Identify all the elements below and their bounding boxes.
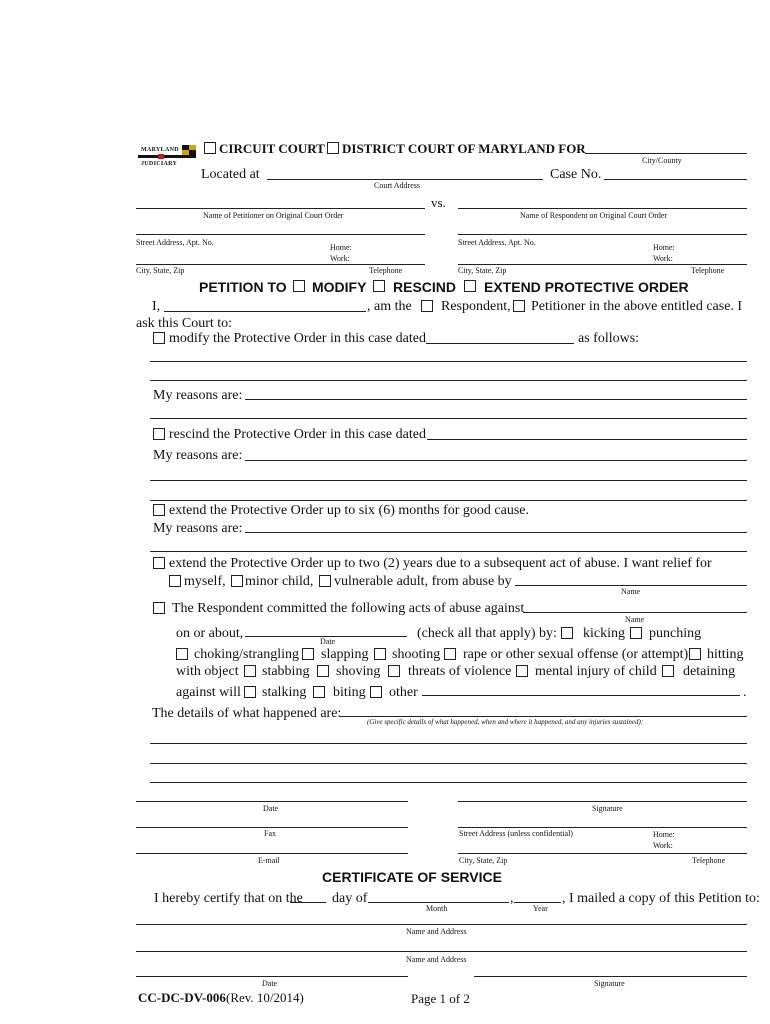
biting-label: biting <box>333 685 366 700</box>
day-of-label: day of <box>332 891 368 906</box>
located-at-label: Located at <box>201 167 260 182</box>
i-label: I, <box>152 299 161 314</box>
petitioner-name-caption: Name of Petitioner on Original Court Order <box>203 211 344 220</box>
form-id: CC-DC-DV-006 <box>138 990 226 1005</box>
myself-label: myself, <box>184 574 226 589</box>
certify-comma: , <box>510 891 514 906</box>
other-label: other <box>389 685 418 700</box>
maryland-judiciary-logo <box>138 145 200 171</box>
modify-detail-line-1[interactable] <box>150 361 747 362</box>
punching-label: punching <box>649 626 702 641</box>
petitioner-street-field[interactable] <box>136 234 425 235</box>
signature-caption: Signature <box>592 804 623 813</box>
victim-name-field[interactable] <box>523 612 747 613</box>
stabbing-label: stabbing <box>262 664 310 679</box>
petition-title-rescind: RESCIND <box>393 279 457 295</box>
other-period: . <box>743 685 747 700</box>
other-checkbox[interactable] <box>370 686 382 698</box>
threats-checkbox[interactable] <box>388 665 400 677</box>
stalking-label: stalking <box>262 685 307 700</box>
as-follows-label: as follows: <box>578 331 640 346</box>
check-all-label: (check all that apply) by: <box>417 626 557 641</box>
vulnerable-adult-label: vulnerable adult, from abuse by <box>334 574 512 589</box>
choking-label: choking/strangling <box>194 647 299 662</box>
city-caption: City, State, Zip <box>459 856 508 865</box>
year-caption: Year <box>533 904 548 913</box>
other-field[interactable] <box>422 695 740 696</box>
minor-child-checkbox[interactable] <box>231 575 243 587</box>
fax-caption: Fax <box>264 829 276 838</box>
extend-six-months-label: extend the Protective Order up to six (6) months for good cause. <box>169 503 530 518</box>
court-address-field[interactable] <box>267 179 543 180</box>
rescind-option-checkbox[interactable] <box>153 428 165 440</box>
date-caption: Date <box>263 804 279 813</box>
modify-order-label: modify the Protective Order in this case dated <box>169 331 426 346</box>
rescind-title-checkbox[interactable] <box>373 280 385 292</box>
shooting-checkbox[interactable] <box>374 648 386 660</box>
certify-year-field[interactable] <box>514 902 561 903</box>
logo-line-1: MARYLAND <box>141 147 179 153</box>
form-revision: (Rev. 10/2014) <box>226 990 304 1005</box>
rescind-reasons-line-1[interactable] <box>245 460 747 461</box>
against-will-label: against will <box>176 685 241 700</box>
extend-six-reasons-line-2[interactable] <box>150 551 747 552</box>
choking-checkbox[interactable] <box>176 648 188 660</box>
page-number: Page 1 of 2 <box>411 991 470 1006</box>
certificate-title: CERTIFICATE OF SERVICE <box>322 869 502 885</box>
modify-detail-line-2[interactable] <box>150 380 747 381</box>
kicking-label: kicking <box>583 626 625 641</box>
respondent-role-label: Respondent, <box>441 299 511 314</box>
street-caption: Street Address (unless confidential) <box>459 829 573 838</box>
with-object-label: with object <box>176 664 239 679</box>
am-the-label: , am the <box>367 299 412 314</box>
rescind-order-label: rescind the Protective Order in this case dated <box>169 427 426 442</box>
extend-title-checkbox[interactable] <box>464 280 476 292</box>
modify-reasons-line-1[interactable] <box>245 399 747 400</box>
email-caption: E-mail <box>258 856 280 865</box>
mental-injury-checkbox[interactable] <box>516 665 528 677</box>
rape-checkbox[interactable] <box>444 648 456 660</box>
district-court-checkbox[interactable] <box>327 142 339 154</box>
punching-checkbox[interactable] <box>630 627 642 639</box>
certify-month-field[interactable] <box>368 902 509 903</box>
city-county-caption: City/County <box>642 156 682 165</box>
name-address-caption-2: Name and Address <box>406 955 467 964</box>
signature-field[interactable] <box>458 801 747 802</box>
petitioner-city-field[interactable] <box>136 264 425 265</box>
victim-name-caption: Name <box>625 615 645 624</box>
fax-field[interactable] <box>136 827 408 828</box>
detaining-label: detaining <box>683 664 736 679</box>
rescind-date-field[interactable] <box>427 439 747 440</box>
home-label: Home: <box>653 830 675 839</box>
certificate-signature-caption: Signature <box>594 979 625 988</box>
work-label: Work: <box>653 841 673 850</box>
petitioner-role-label: Petitioner in the above entitled case. I <box>531 299 743 314</box>
petitioner-name-field[interactable] <box>136 208 425 209</box>
minor-child-label: minor child, <box>245 574 314 589</box>
telephone-caption: Telephone <box>692 856 726 865</box>
abuser-name-field[interactable] <box>515 585 747 586</box>
threats-label: threats of violence <box>408 664 512 679</box>
respondent-committed-label: The Respondent committed the following acts of abuse against <box>172 601 525 616</box>
extend-two-years-label: extend the Protective Order up to two (2) years due to a subsequent act of abuse. I want relief for <box>169 556 712 571</box>
extend-six-reasons-line-1[interactable] <box>245 532 747 533</box>
details-line-3[interactable] <box>150 763 747 764</box>
petitioner-home-label: Home: <box>330 243 352 252</box>
vs-label: vs. <box>431 195 446 210</box>
abuser-name-caption: Name <box>621 587 641 596</box>
hitting-label: hitting <box>707 647 744 662</box>
stabbing-checkbox[interactable] <box>244 665 256 677</box>
myself-checkbox[interactable] <box>169 575 181 587</box>
case-no-field[interactable] <box>604 179 747 180</box>
petitioner-role-checkbox[interactable] <box>513 300 525 312</box>
slapping-label: slapping <box>321 647 369 662</box>
certify-day-field[interactable] <box>290 902 326 903</box>
petitioner-work-label: Work: <box>330 254 350 263</box>
shoving-checkbox[interactable] <box>317 665 329 677</box>
circuit-court-checkbox[interactable] <box>204 142 216 154</box>
details-line-4[interactable] <box>150 782 747 783</box>
petitioner-self-name-field[interactable] <box>164 311 366 312</box>
modify-reasons-label: My reasons are: <box>153 388 243 403</box>
district-court-label: DISTRICT COURT OF MARYLAND FOR <box>342 141 586 156</box>
rescind-reasons-label: My reasons are: <box>153 448 243 463</box>
detaining-checkbox[interactable] <box>662 665 674 677</box>
modify-title-checkbox[interactable] <box>293 280 305 292</box>
respondent-city-caption: City, State, Zip <box>458 266 507 275</box>
petitioner-city-caption: City, State, Zip <box>136 266 185 275</box>
respondent-name-field[interactable] <box>458 208 747 209</box>
shooting-label: shooting <box>392 647 441 662</box>
email-field[interactable] <box>136 853 408 854</box>
shoving-label: shoving <box>336 664 381 679</box>
respondent-city-field[interactable] <box>458 264 747 265</box>
rape-label: rape or other sexual offense (or attempt) <box>463 647 689 662</box>
respondent-committed-checkbox[interactable] <box>153 602 165 614</box>
city-county-field[interactable] <box>585 153 747 154</box>
case-no-label: Case No. <box>550 167 602 182</box>
respondent-name-caption: Name of Respondent on Original Court Order <box>520 211 668 220</box>
mailed-label: , I mailed a copy of this Petition to: <box>562 891 760 906</box>
details-hint: (Give specific details of what happened, when and where it happened, and any injuries sustained): <box>367 718 644 726</box>
rescind-reasons-line-2[interactable] <box>150 480 747 481</box>
name-address-caption-1: Name and Address <box>406 927 467 936</box>
modify-option-checkbox[interactable] <box>153 332 165 344</box>
details-label: The details of what happened are: <box>152 706 342 721</box>
month-caption: Month <box>426 904 448 913</box>
circuit-court-label: CIRCUIT COURT <box>219 141 325 156</box>
date-field[interactable] <box>136 801 408 802</box>
petitioner-telephone-caption: Telephone <box>369 266 403 275</box>
rescind-reasons-line-3[interactable] <box>150 500 747 501</box>
certificate-signature-field[interactable] <box>474 976 747 977</box>
vulnerable-adult-checkbox[interactable] <box>319 575 331 587</box>
petition-title-extend: EXTEND PROTECTIVE ORDER <box>484 279 689 295</box>
respondent-role-checkbox[interactable] <box>421 300 433 312</box>
certificate-date-caption: Date <box>262 979 278 988</box>
kicking-checkbox[interactable] <box>561 627 573 639</box>
respondent-street-field[interactable] <box>458 234 747 235</box>
mental-injury-label: mental injury of child <box>535 664 657 679</box>
abuse-date-caption: Date <box>320 637 336 646</box>
logo-line-2: JUDICIARY <box>141 161 178 167</box>
ask-court-label: ask this Court to: <box>136 316 233 331</box>
details-line-1[interactable] <box>340 716 747 717</box>
modify-reasons-line-2[interactable] <box>150 418 747 419</box>
details-line-2[interactable] <box>150 743 747 744</box>
respondent-street-caption: Street Address, Apt. No. <box>458 238 536 247</box>
modify-date-field[interactable] <box>426 343 574 344</box>
petition-title-prefix: PETITION TO <box>199 279 287 295</box>
street-field[interactable] <box>458 827 747 828</box>
stalking-checkbox[interactable] <box>244 686 256 698</box>
slapping-checkbox[interactable] <box>302 648 314 660</box>
service-address-field-1[interactable] <box>136 924 747 925</box>
court-address-caption: Court Address <box>374 181 420 190</box>
respondent-work-label: Work: <box>653 254 673 263</box>
biting-checkbox[interactable] <box>313 686 325 698</box>
respondent-telephone-caption: Telephone <box>691 266 725 275</box>
certify-label: I hereby certify that on the <box>154 891 303 906</box>
extend-six-reasons-label: My reasons are: <box>153 521 243 536</box>
petitioner-street-caption: Street Address, Apt. No. <box>136 238 214 247</box>
petition-title-modify: MODIFY <box>312 279 367 295</box>
city-field[interactable] <box>458 853 747 854</box>
extend-two-years-checkbox[interactable] <box>153 557 165 569</box>
extend-six-months-checkbox[interactable] <box>153 504 165 516</box>
hitting-checkbox[interactable] <box>689 648 701 660</box>
certificate-date-field[interactable] <box>136 976 408 977</box>
respondent-home-label: Home: <box>653 243 675 252</box>
service-address-field-2[interactable] <box>136 951 747 952</box>
on-or-about-label: on or about, <box>176 626 244 641</box>
